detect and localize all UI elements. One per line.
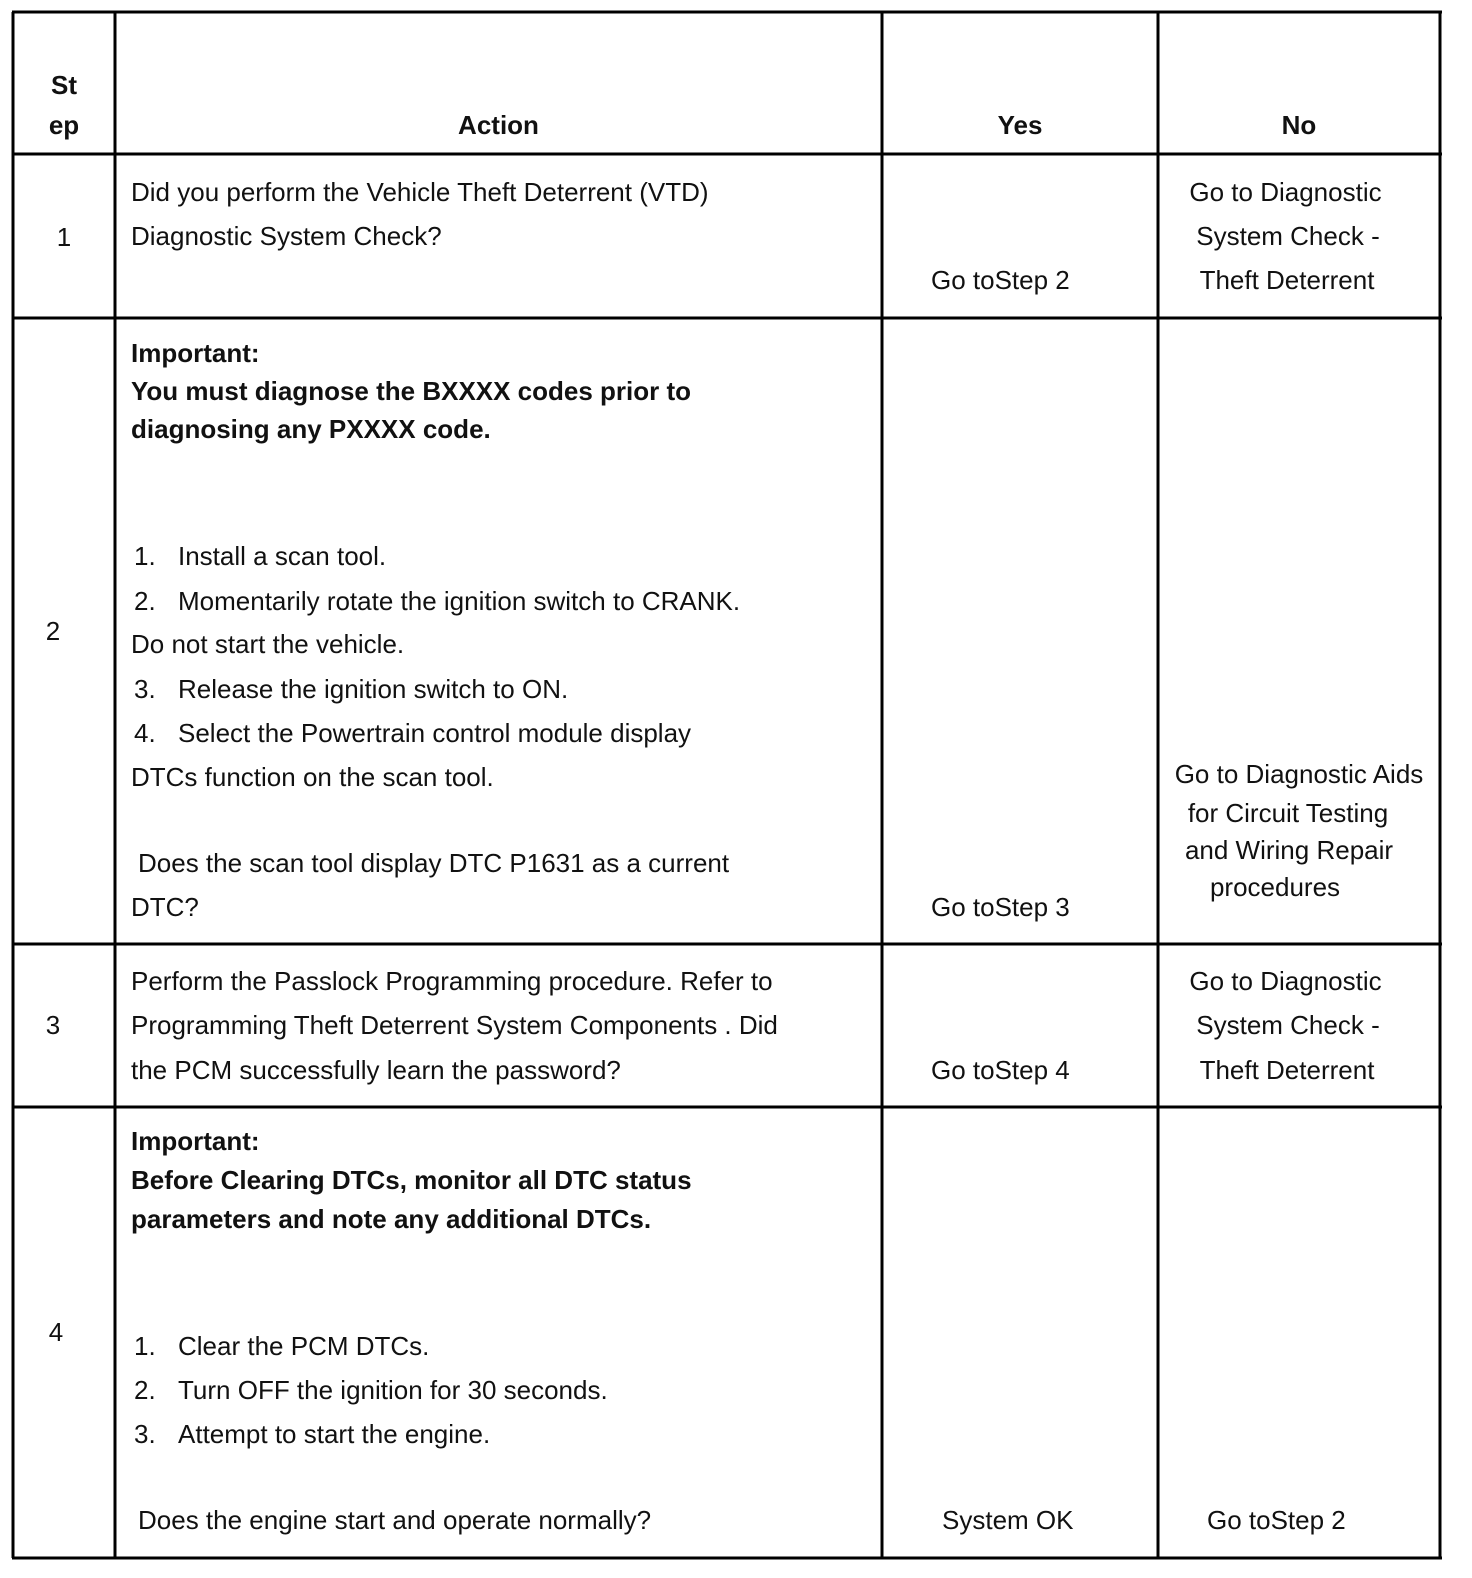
important-text: diagnosing any PXXXX code. (131, 414, 491, 444)
action-line: the PCM successfully learn the password? (131, 1055, 621, 1085)
header-yes: Yes (997, 110, 1043, 140)
no-link-line[interactable]: System Check - (1196, 221, 1380, 251)
yes-link[interactable]: Go toStep 4 (931, 1055, 1070, 1085)
list-item-continuation: Do not start the vehicle. (131, 629, 405, 659)
list-item: Momentarily rotate the ignition switch to CRANK. (178, 586, 741, 616)
yes-link[interactable]: Go toStep 2 (931, 265, 1070, 295)
step-number: 2 (45, 616, 61, 646)
important-text: parameters and note any additional DTCs. (131, 1204, 652, 1234)
step-number: 3 (45, 1010, 61, 1040)
action-line: Did you perform the Vehicle Theft Deterrent (VTD) (131, 177, 709, 207)
no-link-line[interactable]: for Circuit Testing (1187, 798, 1389, 828)
yes-result: System OK (942, 1505, 1074, 1535)
no-link-line[interactable]: and Wiring Repair (1184, 835, 1394, 865)
list-item-number: 1. (134, 541, 156, 571)
list-item-number: 3. (134, 1419, 156, 1449)
list-item: Select the Powertrain control module display (178, 718, 692, 748)
important-text: You must diagnose the BXXXX codes prior to (131, 376, 692, 406)
list-item-number: 1. (134, 1331, 156, 1361)
no-link-line[interactable]: Theft Deterrent (1199, 1055, 1375, 1085)
action-line: Programming Theft Deterrent System Components . Did (131, 1010, 778, 1040)
important-label: Important: (131, 338, 260, 368)
list-item-continuation: DTCs function on the scan tool. (131, 762, 494, 792)
step-number: 4 (48, 1317, 64, 1347)
no-link-line[interactable]: procedures (1209, 872, 1341, 902)
list-item-number: 4. (134, 718, 156, 748)
list-item: Clear the PCM DTCs. (178, 1331, 430, 1361)
no-link-line[interactable]: Theft Deterrent (1199, 265, 1375, 295)
action-line: Perform the Passlock Programming procedure. Refer to (131, 966, 773, 996)
no-link-line[interactable]: Go to Diagnostic Aids (1174, 759, 1424, 789)
list-item: Release the ignition switch to ON. (178, 674, 569, 704)
header-no: No (1281, 110, 1317, 140)
no-link[interactable]: Go toStep 2 (1207, 1505, 1346, 1535)
action-line: Diagnostic System Check? (131, 221, 442, 251)
no-link-line[interactable]: Go to Diagnostic (1189, 177, 1382, 207)
important-label: Important: (131, 1126, 260, 1156)
list-item-number: 2. (134, 586, 156, 616)
list-item-number: 3. (134, 674, 156, 704)
question-line: Does the scan tool display DTC P1631 as a current (138, 848, 730, 878)
header-step-line2: ep (48, 110, 80, 140)
header-step (13, 70, 115, 140)
list-item: Install a scan tool. (178, 541, 387, 571)
header-step-line1: St (51, 70, 77, 100)
question-line: DTC? (131, 892, 199, 922)
header-action: Action (458, 110, 539, 140)
step-number: 1 (56, 222, 72, 252)
list-item: Turn OFF the ignition for 30 seconds. (178, 1375, 608, 1405)
yes-link[interactable]: Go toStep 3 (931, 892, 1070, 922)
list-item: Attempt to start the engine. (178, 1419, 491, 1449)
important-text: Before Clearing DTCs, monitor all DTC status (131, 1165, 692, 1195)
no-link-line[interactable]: System Check - (1196, 1010, 1380, 1040)
question-line: Does the engine start and operate normally? (138, 1505, 652, 1535)
list-item-number: 2. (134, 1375, 156, 1405)
no-link-line[interactable]: Go to Diagnostic (1189, 966, 1382, 996)
